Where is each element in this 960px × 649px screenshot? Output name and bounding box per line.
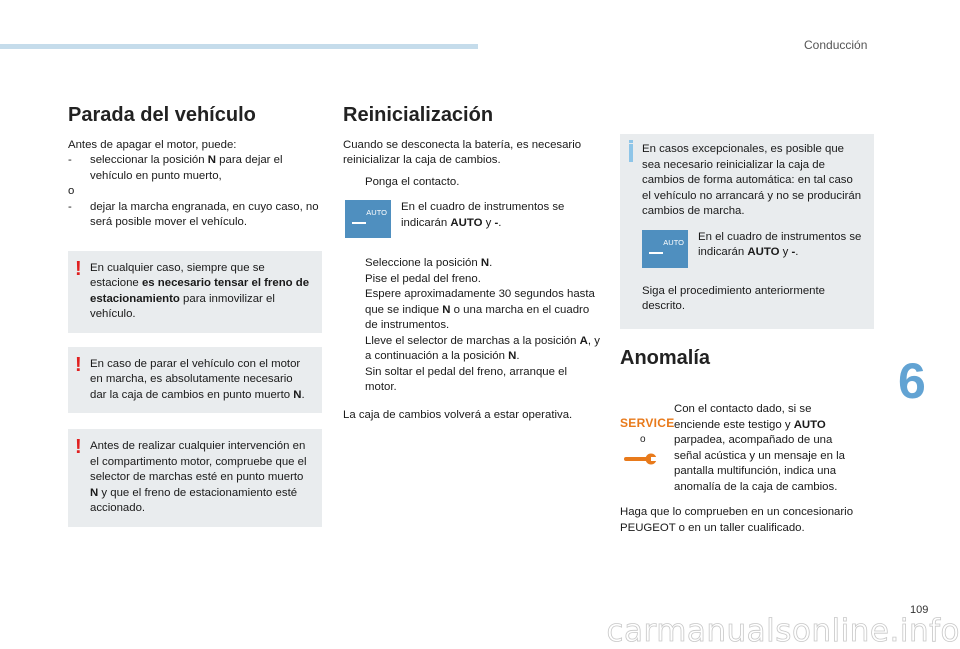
page-number: 109 xyxy=(910,604,929,616)
intro-text: Antes de apagar el motor, puede: xyxy=(68,138,237,151)
list-item: Lleve el selector de marchas a la posición A, y a continuación a la posición N. xyxy=(365,334,600,362)
warning-box: ! En caso de parar el vehículo con el motor en marcha, es absolutamente necesario dar la caja de cambios en punto muerto N. xyxy=(68,347,322,414)
instrument-panel-note xyxy=(343,200,601,238)
list-item: Ponga el contacto. xyxy=(365,175,460,188)
list-item: Seleccione la posición N. xyxy=(365,257,493,269)
list-item: Espere aproximadamente 30 segundos hasta que se indique N o una marcha en el cuadro de instrumentos. xyxy=(365,288,595,331)
list-item: Pise el pedal del freno. xyxy=(365,272,481,285)
instrument-panel-note xyxy=(640,230,862,268)
warning-icon: ! xyxy=(75,436,82,458)
section-title: Conducción xyxy=(804,38,868,52)
info-text: En casos excepcionales, es posible que sea necesario reinicializar la caja de cambios de forma automática: en tal caso el vehículo no arrancará y no se producirán cambios de marcha. xyxy=(642,143,862,217)
info-box xyxy=(620,134,874,329)
warning-box: ! Antes de realizar cualquier intervención en el compartimento motor, compruebe que el selector de marchas esté en punto muerto N y que el freno de estacionamiento esté accionado. xyxy=(68,429,322,527)
service-warning-icon: SERVICE o xyxy=(620,402,670,472)
section-heading-parada: Parada del vehículo xyxy=(68,104,256,126)
check-text: Haga que lo comprueben en un concesionario PEUGEOT o en un taller cualificado. xyxy=(620,506,854,534)
steps-list xyxy=(343,256,601,396)
list-item: - seleccionar la posición N para dejar el vehículo en punto muerto, xyxy=(68,154,283,182)
wrench-icon xyxy=(624,452,658,466)
left-column xyxy=(68,104,322,527)
auto-display-icon: AUTO xyxy=(642,230,688,268)
chapter-number: 6 xyxy=(898,353,926,409)
section-heading-reinicializacion: Reinicialización xyxy=(343,104,494,126)
intro-text: Cuando se desconecta la batería, es necesario reinicializar la caja de cambios. xyxy=(343,138,582,166)
section-heading-anomalia: Anomalía xyxy=(620,346,711,369)
service-warning xyxy=(620,402,874,495)
auto-display-icon: AUTO xyxy=(345,200,391,238)
header-bar xyxy=(0,44,478,49)
list-item: Sin soltar el pedal del freno, arranque el motor. xyxy=(365,365,567,393)
follow-text: Siga el procedimiento anteriormente descrito. xyxy=(642,284,825,312)
outro-text: La caja de cambios volverá a estar operativa. xyxy=(343,408,573,421)
right-column xyxy=(620,134,874,536)
or-text: o xyxy=(68,185,75,197)
warning-box: ! En cualquier caso, siempre que se estacione es necesario tensar el freno de estacionamiento para inmovilizar el vehículo. xyxy=(68,251,322,333)
watermark: carmanualsonline.info xyxy=(606,613,960,649)
panel-text: En el cuadro de instrumentos se indicarán AUTO y -. xyxy=(698,230,862,258)
panel-text: En el cuadro de instrumentos se indicarán AUTO y -. xyxy=(401,201,565,229)
anomaly-text: Con el contacto dado, si se enciende este testigo y AUTO parpadea, acompañado de una señal acústica y un mensaje en la pantalla multifunción, indica una anomalía de la caja de cambios. xyxy=(674,403,845,493)
warning-icon: ! xyxy=(75,353,82,376)
middle-column xyxy=(343,104,601,423)
info-icon xyxy=(629,140,633,143)
warning-icon: ! xyxy=(75,257,82,280)
list-item: - dejar la marcha engranada, en cuyo caso, no será posible mover el vehículo. xyxy=(68,200,319,228)
